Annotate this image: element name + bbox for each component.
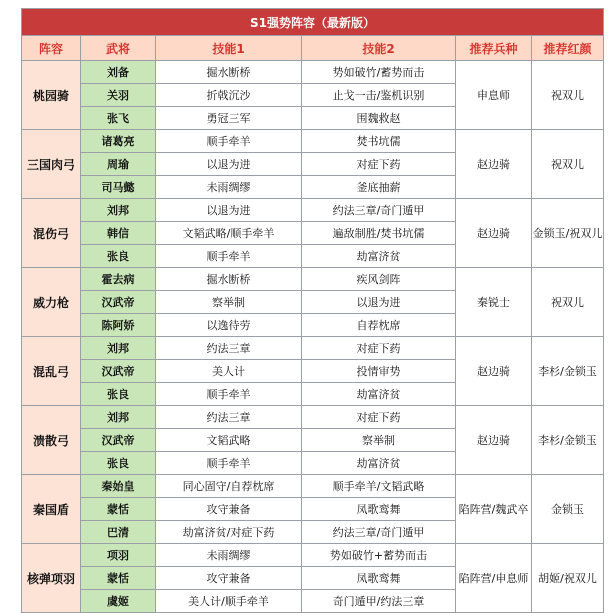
general-name: 陈阿娇 — [81, 314, 156, 337]
skill1-cell: 以退为进 — [156, 153, 302, 176]
header-skill1: 技能1 — [156, 36, 302, 61]
skill2-cell: 对症下药 — [302, 153, 456, 176]
skill1-cell: 攻守兼备 — [156, 498, 302, 521]
table-row — [22, 61, 604, 84]
skill2-cell: 势如破竹/蓄势而击 — [302, 61, 456, 84]
general-name: 蒙恬 — [81, 498, 156, 521]
beauty-cell: 祝双儿 — [532, 268, 604, 337]
skill2-cell: 焚书坑儒 — [302, 130, 456, 153]
table-row — [22, 130, 604, 153]
skill1-cell: 折戟沉沙 — [156, 84, 302, 107]
skill1-cell: 美人计 — [156, 360, 302, 383]
table-row — [22, 199, 604, 222]
skill2-cell: 劫富济贫 — [302, 383, 456, 406]
skill1-cell: 劫富济贫/对症下药 — [156, 521, 302, 544]
skill1-cell: 攻守兼备 — [156, 567, 302, 590]
header-troop: 推荐兵种 — [456, 36, 532, 61]
troop-cell: 秦锐士 — [456, 268, 532, 337]
troop-cell: 赵边骑 — [456, 199, 532, 268]
lineup-table — [21, 8, 604, 613]
skill1-cell: 顺手牵羊 — [156, 452, 302, 475]
general-name: 关羽 — [81, 84, 156, 107]
skill1-cell: 约法三章 — [156, 337, 302, 360]
skill2-cell: 约法三章/奇门遁甲 — [302, 199, 456, 222]
lineup-table-container — [21, 8, 603, 613]
skill2-cell: 劫富济贫 — [302, 245, 456, 268]
skill1-cell: 以逸待劳 — [156, 314, 302, 337]
skill1-cell: 未雨绸缪 — [156, 544, 302, 567]
team-name: 桃园骑 — [22, 61, 81, 130]
troop-cell: 陷阵营/魏武卒 — [456, 475, 532, 544]
team-name: 混乱弓 — [22, 337, 81, 406]
general-name: 蒙恬 — [81, 567, 156, 590]
table-row — [22, 475, 604, 498]
general-name: 张良 — [81, 383, 156, 406]
team-name: 威力枪 — [22, 268, 81, 337]
skill1-cell: 美人计/顺手牵羊 — [156, 590, 302, 613]
skill2-cell: 投情审势 — [302, 360, 456, 383]
general-name: 韩信 — [81, 222, 156, 245]
table-row — [22, 268, 604, 291]
skill1-cell: 顺手牵羊 — [156, 383, 302, 406]
team-name: 三国肉弓 — [22, 130, 81, 199]
skill2-cell: 奇门遁甲/约法三章 — [302, 590, 456, 613]
skill1-cell: 察举制 — [156, 291, 302, 314]
general-name: 汉武帝 — [81, 360, 156, 383]
beauty-cell: 金锁玉 — [532, 475, 604, 544]
skill2-cell: 凤歌鸾舞 — [302, 567, 456, 590]
skill1-cell: 未雨绸缪 — [156, 176, 302, 199]
header-skill2: 技能2 — [302, 36, 456, 61]
skill1-cell: 顺手牵羊 — [156, 130, 302, 153]
skill1-cell: 掘水断桥 — [156, 268, 302, 291]
beauty-cell: 李杉/金锁玉 — [532, 406, 604, 475]
skill1-cell: 以退为进 — [156, 199, 302, 222]
beauty-cell: 祝双儿 — [532, 61, 604, 130]
general-name: 张良 — [81, 245, 156, 268]
general-name: 张良 — [81, 452, 156, 475]
header-general: 武将 — [81, 36, 156, 61]
team-name: 溃散弓 — [22, 406, 81, 475]
general-name: 秦始皇 — [81, 475, 156, 498]
team-name: 混伤弓 — [22, 199, 81, 268]
general-name: 巴清 — [81, 521, 156, 544]
general-name: 霍去病 — [81, 268, 156, 291]
troop-cell: 赵边骑 — [456, 337, 532, 406]
general-name: 刘邦 — [81, 199, 156, 222]
troop-cell: 赵边骑 — [456, 406, 532, 475]
table-row — [22, 337, 604, 360]
header-lineup: 阵容 — [22, 36, 81, 61]
skill2-cell: 疾风剑阵 — [302, 268, 456, 291]
general-name: 刘邦 — [81, 406, 156, 429]
skill2-cell: 约法三章/奇门遁甲 — [302, 521, 456, 544]
general-name: 司马懿 — [81, 176, 156, 199]
skill1-cell: 掘水断桥 — [156, 61, 302, 84]
skill2-cell: 以退为进 — [302, 291, 456, 314]
beauty-cell: 李杉/金锁玉 — [532, 337, 604, 406]
skill1-cell: 约法三章 — [156, 406, 302, 429]
general-name: 诸葛亮 — [81, 130, 156, 153]
troop-cell: 赵边骑 — [456, 130, 532, 199]
skill2-cell: 对症下药 — [302, 337, 456, 360]
general-name: 虞姬 — [81, 590, 156, 613]
skill2-cell: 釜底抽薪 — [302, 176, 456, 199]
skill2-cell: 凤歌鸾舞 — [302, 498, 456, 521]
general-name: 项羽 — [81, 544, 156, 567]
skill1-cell: 文韬武略 — [156, 429, 302, 452]
skill2-cell: 止戈一击/鉴机识别 — [302, 84, 456, 107]
skill2-cell: 顺手牵羊/文韬武略 — [302, 475, 456, 498]
beauty-cell: 金锁玉/祝双儿 — [532, 199, 604, 268]
skill1-cell: 同心固守/自荐枕席 — [156, 475, 302, 498]
troop-cell: 申息师 — [456, 61, 532, 130]
general-name: 汉武帝 — [81, 291, 156, 314]
general-name: 汉武帝 — [81, 429, 156, 452]
skill2-cell: 劫富济贫 — [302, 452, 456, 475]
table-title: S1强势阵容（最新版） — [22, 9, 604, 36]
troop-cell: 陷阵营/申息师 — [456, 544, 532, 613]
skill2-cell: 遍敌制胜/焚书坑儒 — [302, 222, 456, 245]
beauty-cell: 胡姬/祝双儿 — [532, 544, 604, 613]
skill2-cell: 围魏救赵 — [302, 107, 456, 130]
table-row — [22, 406, 604, 429]
skill1-cell: 顺手牵羊 — [156, 245, 302, 268]
team-name: 核弹项羽 — [22, 544, 81, 613]
skill1-cell: 勇冠三军 — [156, 107, 302, 130]
general-name: 张飞 — [81, 107, 156, 130]
skill2-cell: 自荐枕席 — [302, 314, 456, 337]
general-name: 周瑜 — [81, 153, 156, 176]
header-beauty: 推荐红颜 — [532, 36, 604, 61]
skill1-cell: 文韬武略/顺手牵羊 — [156, 222, 302, 245]
general-name: 刘备 — [81, 61, 156, 84]
general-name: 刘邦 — [81, 337, 156, 360]
skill2-cell: 察举制 — [302, 429, 456, 452]
skill2-cell: 势如破竹+蓄势而击 — [302, 544, 456, 567]
team-name: 秦国盾 — [22, 475, 81, 544]
table-row — [22, 544, 604, 567]
beauty-cell: 祝双儿 — [532, 130, 604, 199]
skill2-cell: 对症下药 — [302, 406, 456, 429]
table-body — [22, 61, 604, 613]
